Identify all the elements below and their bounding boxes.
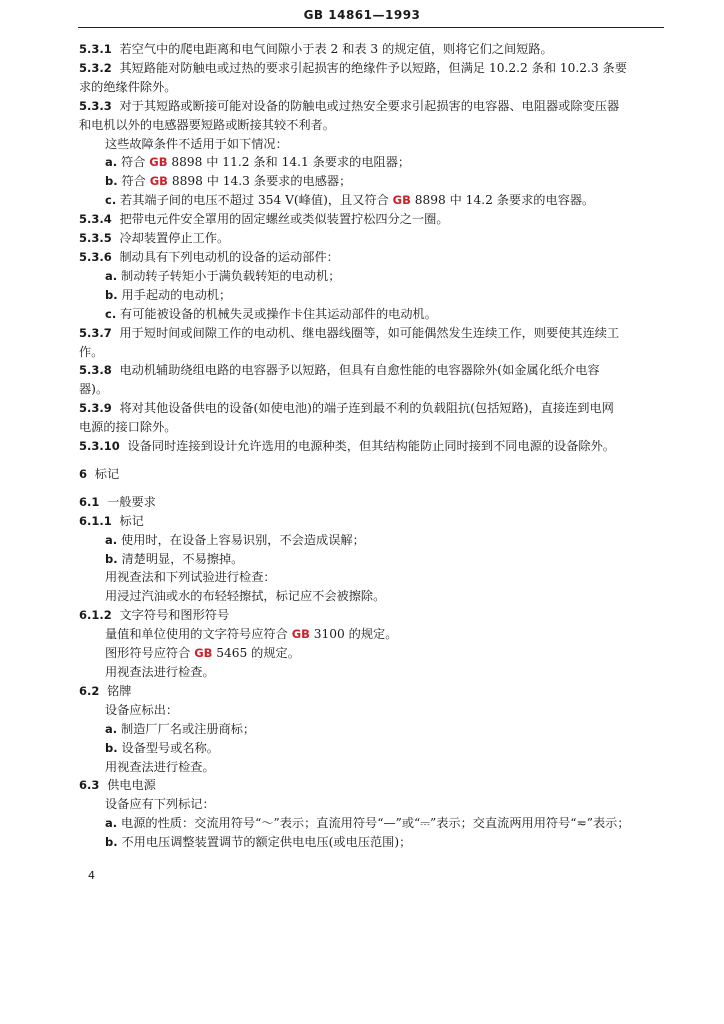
- list-item: [79, 153, 663, 172]
- line-text: 电源的性质：交流用符号“～”表示；直流用符号“—”或“⎓”表示；交直流两用用符号“≂”表示；: [117, 816, 630, 831]
- line-text: 电动机辅助绕组电路的电容器予以短路，但具有自愈性能的电容器除外(如金属化纸介电容: [111, 363, 600, 378]
- line-text: 用视查法进行检查。: [105, 759, 215, 774]
- text-line: [79, 418, 663, 437]
- line-text: 用视查法进行检查。: [105, 665, 215, 679]
- line-text: 对于其短路或断接可能对设备的防触电或过热安全要求引起损害的电容器、电阻器或除变压器: [111, 98, 620, 113]
- clause-line: [79, 512, 663, 531]
- line-text: 用手起动的电动机；: [117, 287, 232, 302]
- clause-line: [79, 324, 663, 343]
- line-text: 5465 的规定。: [212, 646, 300, 661]
- list-item: [79, 305, 663, 324]
- clause-line: [79, 248, 663, 267]
- line-text: 8898 中 11.2 条和 14.1 条要求的电阻器；: [167, 155, 411, 170]
- clause-number: 6.1.2: [79, 608, 112, 623]
- text-line: [79, 568, 663, 587]
- document-header: GB 14861—1993: [303, 8, 421, 22]
- document-body: [79, 40, 663, 852]
- line-text: 符合: [117, 174, 150, 189]
- clause-line: [79, 465, 663, 484]
- standard-reference: GB: [149, 174, 168, 189]
- line-text: 一般要求: [99, 494, 156, 509]
- clause-number: 6: [79, 466, 88, 481]
- text-line: [79, 135, 663, 154]
- line-text: 用于短时间或间隙工作的电动机、继电器线圈等，如可能偶然发生连续工作，则要使其连续工: [111, 325, 620, 340]
- line-text: 这些故障条件不适用于如下情况：: [105, 136, 288, 151]
- clause-line: [79, 229, 663, 248]
- text-line: [79, 663, 663, 682]
- line-text: 量值和单位使用的文字符号应符合: [105, 627, 292, 642]
- clause-line: [79, 493, 663, 512]
- list-marker: b.: [105, 835, 118, 850]
- line-text: 8898 中 14.3 条要求的电感器；: [167, 174, 352, 189]
- section-gap: [79, 484, 663, 493]
- clause-number: 5.3.8: [79, 363, 112, 378]
- line-text: 器)。: [79, 382, 109, 397]
- clause-number: 5.3.1: [79, 42, 112, 56]
- list-item: [79, 172, 663, 191]
- line-text: 冷却装置停止工作。: [111, 231, 230, 246]
- clause-line: [79, 210, 663, 229]
- line-text: 求的绝缘件除外。: [79, 79, 177, 94]
- list-marker: c.: [105, 306, 117, 321]
- line-text: 用视查法和下列试验进行检查：: [105, 570, 276, 585]
- line-text: 其短路能对防触电或过热的要求引起损害的绝缘件予以短路，但满足 10.2.2 条和 10.2.3 条要: [111, 60, 627, 75]
- list-marker: a.: [105, 155, 118, 170]
- line-text: 不用电压调整装置调节的额定供电电压(或电压范围)；: [117, 835, 412, 850]
- text-line: [79, 380, 663, 399]
- standard-reference: GB: [194, 646, 213, 661]
- clause-number: 5.3.9: [79, 401, 112, 416]
- page-number: 4: [88, 869, 95, 882]
- list-marker: a.: [105, 721, 118, 736]
- line-text: 若空气中的爬电距离和电气间隙小于表 2 和表 3 的规定值，则将它们之间短路。: [111, 42, 553, 56]
- list-marker: b.: [105, 551, 118, 566]
- line-text: 用浸过汽油或水的布轻轻擦拭，标记应不会被擦除。: [105, 589, 386, 604]
- list-marker: b.: [105, 174, 118, 189]
- clause-number: 5.3.7: [79, 325, 112, 340]
- line-text: 设备应有下列标记：: [105, 797, 215, 812]
- list-marker: a.: [105, 816, 118, 831]
- clause-line: [79, 97, 663, 116]
- line-text: 3100 的规定。: [309, 627, 398, 642]
- line-text: 清楚明显，不易擦掉。: [117, 551, 244, 566]
- standard-reference: GB: [291, 627, 310, 642]
- text-line: [79, 343, 663, 362]
- line-text: 铭牌: [99, 683, 132, 698]
- clause-line: [79, 682, 663, 701]
- line-text: 制动具有下列电动机的设备的运动部件：: [111, 249, 339, 264]
- clause-number: 6.3: [79, 778, 100, 793]
- list-item: [79, 550, 663, 569]
- clause-number: 5.3.10: [79, 439, 120, 454]
- text-line: [79, 701, 663, 720]
- line-text: 和电机以外的电感器要短路或断接其较不利者。: [79, 117, 335, 132]
- standard-reference: GB: [392, 193, 411, 208]
- line-text: 设备同时连接到设计允许选用的电源种类，但其结构能防止同时接到不同电源的设备除外。: [119, 439, 615, 454]
- line-text: 设备应标出：: [105, 702, 179, 717]
- clause-number: 6.2: [79, 683, 100, 698]
- line-text: 符合: [117, 155, 150, 170]
- clause-number: 6.1.1: [79, 513, 112, 528]
- list-item: [79, 814, 663, 833]
- standard-reference: GB: [149, 155, 168, 170]
- clause-number: 5.3.2: [79, 60, 112, 75]
- list-item: [79, 739, 663, 758]
- list-item: [79, 720, 663, 739]
- text-line: [79, 587, 663, 606]
- text-line: [79, 758, 663, 777]
- line-text: 制动转子转矩小于满负载转矩的电动机；: [117, 268, 341, 283]
- line-text: 供电电源: [99, 778, 156, 793]
- list-item: [79, 833, 663, 852]
- clause-line: [79, 40, 663, 59]
- line-text: 把带电元件安全罩用的固定螺丝或类似装置拧松四分之一圈。: [111, 212, 449, 227]
- clause-number: 5.3.4: [79, 212, 112, 227]
- list-marker: c.: [105, 193, 117, 208]
- list-item: [79, 286, 663, 305]
- list-item: [79, 191, 663, 210]
- line-text: 标记: [87, 466, 120, 481]
- clause-number: 5.3.6: [79, 249, 112, 264]
- clause-line: [79, 59, 663, 78]
- clause-line: [79, 776, 663, 795]
- list-item: [79, 267, 663, 286]
- list-marker: b.: [105, 287, 118, 302]
- list-marker: a.: [105, 268, 118, 283]
- line-text: 文字符号和图形符号: [111, 608, 230, 623]
- clause-number: 6.1: [79, 494, 100, 509]
- section-gap: [79, 456, 663, 465]
- text-line: [79, 116, 663, 135]
- text-line: [79, 625, 663, 644]
- list-item: [79, 531, 663, 550]
- line-text: 标记: [111, 513, 144, 528]
- line-text: 设备型号或名称。: [117, 740, 219, 755]
- line-text: 将对其他设备供电的设备(如使电池)的端子连到最不利的负载阻抗(包括短路)，直接连到电网: [111, 401, 614, 416]
- line-text: 若其端子间的电压不超过 354 V(峰值)，且又符合: [116, 193, 393, 208]
- line-text: 8898 中 14.2 条要求的电容器。: [410, 193, 595, 208]
- clause-line: [79, 399, 663, 418]
- list-marker: a.: [105, 532, 118, 547]
- clause-line: [79, 361, 663, 380]
- text-line: [79, 78, 663, 97]
- line-text: 制造厂厂名或注册商标；: [117, 721, 256, 736]
- line-text: 电源的接口除外。: [79, 420, 177, 435]
- clause-number: 5.3.5: [79, 231, 112, 246]
- clause-line: [79, 606, 663, 625]
- list-marker: b.: [105, 740, 118, 755]
- header-rule: [78, 27, 664, 28]
- text-line: [79, 644, 663, 663]
- line-text: 图形符号应符合: [105, 646, 195, 661]
- line-text: 使用时，在设备上容易识别，不会造成误解；: [117, 532, 365, 547]
- line-text: 有可能被设备的机械失灵或操作卡住其运动部件的电动机。: [116, 306, 437, 321]
- clause-line: [79, 437, 663, 456]
- clause-number: 5.3.3: [79, 98, 112, 113]
- line-text: 作。: [79, 344, 104, 359]
- text-line: [79, 795, 663, 814]
